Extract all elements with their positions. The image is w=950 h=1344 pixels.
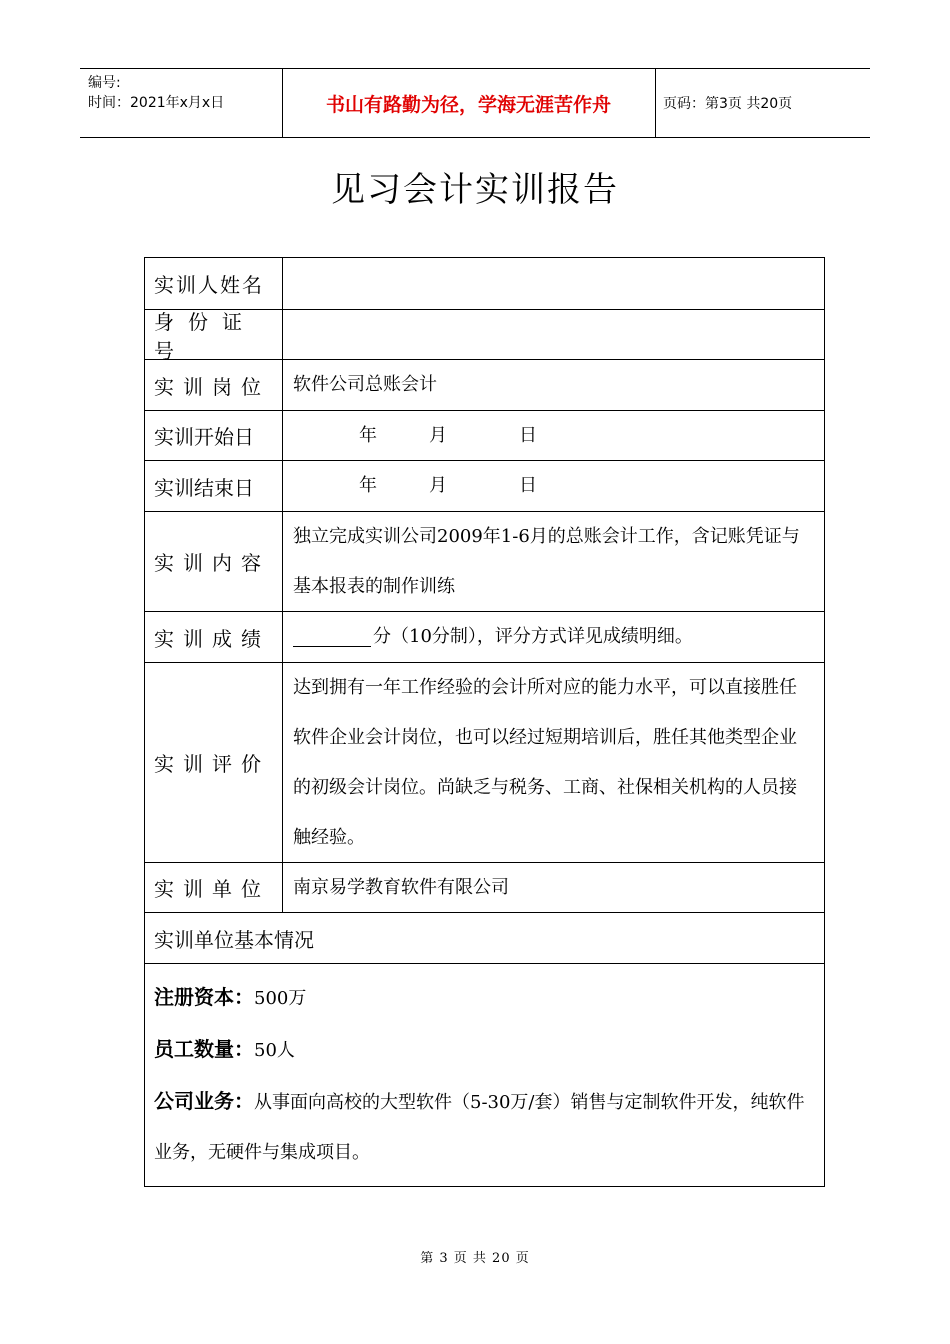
unit-value: 南京易学教育软件有限公司 — [293, 876, 509, 898]
header-divider — [655, 69, 656, 137]
score-label: 实训成绩 — [145, 612, 283, 662]
capital-label: 注册资本： — [154, 985, 254, 1009]
staff-value: 50人 — [254, 1040, 295, 1061]
header-meta — [88, 73, 224, 113]
form-row-basic-info — [145, 963, 824, 1186]
id-value — [283, 310, 824, 359]
content-label: 实训内容 — [145, 512, 283, 611]
score-blank — [293, 628, 371, 647]
start-date-label: 实训开始日 — [145, 411, 283, 460]
evaluation-value: 达到拥有一年工作经验的会计所对应的能力水平，可以直接胜任软件企业会计岗位，也可以经过短期培训后，胜任其他类型企业的初级会计岗位。尚缺乏与税务、工商、社保相关机构的人员接触经验。 — [293, 676, 797, 848]
date-month: 月 — [429, 475, 447, 496]
form-row-score — [145, 611, 824, 662]
document-number: 编号: — [88, 75, 121, 91]
form-row-evaluation — [145, 662, 824, 862]
date-month: 月 — [429, 424, 447, 446]
date-day: 日 — [519, 424, 537, 446]
business-label: 公司业务： — [154, 1089, 254, 1113]
document-time: 时间：2021年x月x日 — [88, 95, 225, 111]
score-value-cell — [283, 612, 824, 662]
page-footer: 第 3 页 共 20 页 — [420, 1251, 530, 1266]
start-date-value — [283, 411, 824, 460]
id-label: 身份证号 — [145, 310, 283, 359]
report-form — [144, 257, 825, 1187]
form-row-id — [145, 309, 824, 363]
post-value: 软件公司总账会计 — [293, 374, 437, 395]
unit-label: 实训单位 — [145, 863, 283, 912]
business-value: 从事面向高校的大型软件（5-30万/套）销售与定制软件开发，纯软件业务，无硬件与集成项目。 — [154, 1092, 805, 1163]
post-label: 实训岗位 — [145, 360, 283, 410]
form-row-post — [145, 359, 824, 410]
form-row-start-date — [145, 410, 824, 460]
end-date-label: 实训结束日 — [145, 461, 283, 511]
basic-info-header: 实训单位基本情况 — [154, 927, 314, 952]
staff-line — [154, 1024, 815, 1076]
form-row-content — [145, 511, 824, 611]
date-year: 年 — [359, 475, 377, 496]
name-label: 实训人姓名 — [145, 258, 283, 309]
evaluation-label: 实训评价 — [145, 663, 283, 862]
name-value — [283, 258, 824, 309]
capital-line — [154, 972, 815, 1024]
date-year: 年 — [359, 424, 377, 446]
staff-label: 员工数量： — [154, 1037, 254, 1061]
form-row-unit — [145, 862, 824, 912]
form-row-end-date — [145, 460, 824, 511]
business-line — [154, 1076, 815, 1178]
end-date-value — [283, 461, 824, 511]
score-value: 分（10分制），评分方式详见成绩明细。 — [373, 626, 693, 647]
form-row-name — [145, 258, 824, 309]
date-day: 日 — [519, 475, 537, 496]
header-page-info: 页码：第3页 共20页 — [663, 96, 793, 112]
form-row-basic-header — [145, 912, 824, 963]
header-motto: 书山有路勤为径，学海无涯苦作舟 — [325, 93, 611, 116]
page-header — [80, 68, 870, 138]
document-title: 见习会计实训报告 — [331, 170, 619, 210]
capital-value: 500万 — [254, 988, 307, 1009]
content-value: 独立完成实训公司2009年1-6月的总账会计工作，含记账凭证与基本报表的制作训练 — [293, 525, 800, 597]
basic-info-body — [145, 964, 824, 1186]
